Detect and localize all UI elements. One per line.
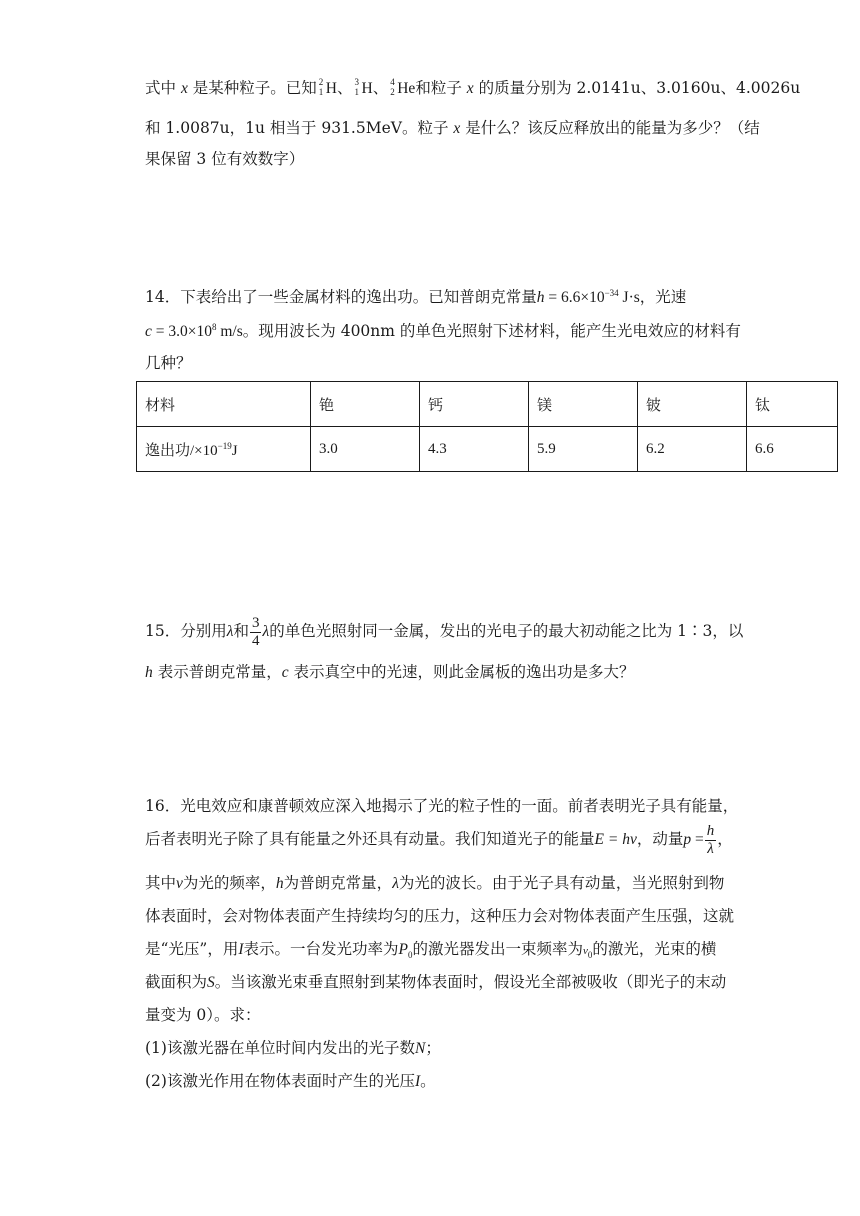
q16-line-1: 16．光电效应和康普顿效应深入地揭示了光的粒子性的一面。前者表明光子具有能量，: [145, 797, 739, 815]
fraction-h-over-lambda: $\frac{h}{\lambda}$: [706, 822, 715, 857]
q16-line-5: 是“光压”，用I表示。一台发光功率为$P_0$的激光器发出一束频率为$\nu_0$的激光，光束的横: [145, 940, 717, 961]
table-cell: 6.2: [638, 427, 747, 472]
table-header-cell: 铯: [311, 382, 420, 427]
q14-line-3: 几种？: [145, 354, 192, 372]
text: 是某种粒子。已知: [192, 79, 317, 97]
q16-line-3: 其中ν为光的频率，h为普朗克常量，λ为光的波长。由于光子具有动量，当光照射到物: [145, 874, 725, 892]
table-header-cell: 铍: [638, 382, 747, 427]
q16-line-6: 截面积为S。当该激光束垂直照射到某物体表面时，假设光全部被吸收（即光子的末动: [145, 973, 727, 991]
table-header-cell: 材料: [137, 382, 311, 427]
q16-line-2: 后者表明光子除了具有能量之外还具有动量。我们知道光子的能量E = hν，动量p = $\frac{h}{\lambda}$ ，: [145, 822, 733, 857]
isotope-helium: 4 2: [390, 77, 395, 97]
table-header-cell: 钙: [420, 382, 529, 427]
q13-line-3: 果保留 3 位有效数字）: [145, 150, 305, 168]
q16-line-4: 体表面时，会对物体表面产生持续均匀的压力，这种压力会对物体表面产生压强，这就: [145, 907, 735, 925]
table-row: [137, 427, 838, 472]
table-cell: 3.0: [311, 427, 420, 472]
work-function-table: [136, 381, 838, 472]
q16-item-2: (2)该激光作用在物体表面时产生的光压I。: [145, 1072, 436, 1090]
q13-line-1: 式中 x 是某种粒子。已知 2 1 H、 3 1 H、 4 2 He和粒子 x 的质量分别为 2.0141u、3.0160u、4.0026u: [145, 77, 801, 97]
table-header-cell: 钛: [747, 382, 838, 427]
table-row: [137, 382, 838, 427]
var-x: x: [180, 80, 188, 97]
q14-line-1: 14．下表给出了一些金属材料的逸出功。已知普朗克常量$h = 6.6\times 10^{-34}$ J·s，光速: [145, 287, 687, 306]
text: 式中: [145, 79, 177, 97]
q14-line-2: $c = 3.0\times 10^8$ m/s。现用波长为 400nm 的单色光照射下述材料，能产生光电效应的材料有: [145, 321, 741, 340]
q15-line-1: 15．分别用λ和 $\frac{3}{4}$ λ的单色光照射同一金属，发出的光电子的最大初动能之比为 1∶3，以: [145, 614, 744, 649]
isotope-tritium: 3 1: [354, 77, 360, 97]
table-cell: 5.9: [529, 427, 638, 472]
isotope-deuterium: 2 1: [318, 77, 324, 97]
table-cell: 6.6: [747, 427, 838, 472]
table-header-cell: 镁: [529, 382, 638, 427]
fraction-three-quarters: $\frac{3}{4}$: [251, 614, 260, 649]
table-row-label: 逸出功$/\times 10^{-19}J$: [137, 427, 311, 472]
q13-line-2: 和 1.0087u，1u 相当于 931.5MeV。粒子 x 是什么？该反应释放出的能量为多少？（结: [145, 119, 760, 137]
q15-line-2: h 表示普朗克常量，c 表示真空中的光速，则此金属板的逸出功是多大？: [145, 663, 635, 681]
table-cell: 4.3: [420, 427, 529, 472]
q16-item-1: (1)该激光器在单位时间内发出的光子数N；: [145, 1039, 441, 1057]
q16-line-7: 量变为 0）。求：: [145, 1006, 261, 1024]
